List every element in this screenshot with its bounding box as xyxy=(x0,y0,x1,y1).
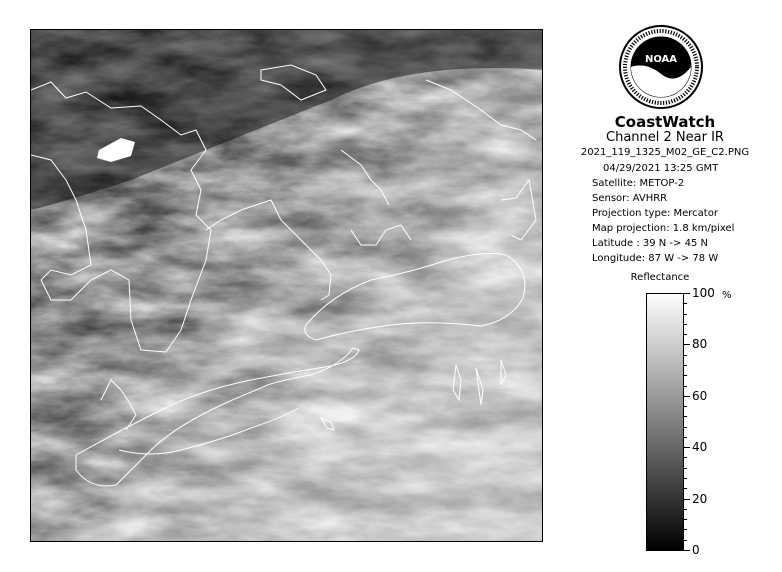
colorbar-ticks xyxy=(684,286,744,557)
colorbar-minor-tick xyxy=(684,324,687,325)
colorbar-tick-label: 60 xyxy=(692,389,708,403)
colorbar-major-tick xyxy=(684,550,690,551)
noaa-logo xyxy=(618,24,704,110)
channel-subtitle: Channel 2 Near IR xyxy=(606,130,724,145)
satellite-image xyxy=(31,30,543,542)
colorbar-title: Reflectance xyxy=(630,272,690,283)
colorbar-tick-label: 20 xyxy=(692,492,708,506)
colorbar-minor-tick xyxy=(684,375,687,376)
colorbar-minor-tick xyxy=(684,416,687,417)
colorbar-minor-tick xyxy=(684,314,687,315)
colorbar-minor-tick xyxy=(684,529,687,530)
colorbar-tick-label: 80 xyxy=(692,337,708,351)
colorbar-minor-tick xyxy=(684,509,687,510)
colorbar-minor-tick xyxy=(684,427,687,428)
colorbar-minor-tick xyxy=(684,519,687,520)
latitude-range-label: Latitude : 39 N -> 45 N xyxy=(592,238,708,249)
colorbar-unit: % xyxy=(722,290,732,301)
reflectance-colorbar xyxy=(646,293,684,551)
colorbar-minor-tick xyxy=(684,386,687,387)
projection-type-label: Projection type: Mercator xyxy=(592,208,718,219)
satellite-map[interactable] xyxy=(30,29,543,542)
colorbar-minor-tick xyxy=(684,457,687,458)
map-projection-label: Map projection: 1.8 km/pixel xyxy=(592,223,735,234)
colorbar-minor-tick xyxy=(684,355,687,356)
product-title: CoastWatch xyxy=(614,113,716,131)
colorbar-minor-tick xyxy=(684,437,687,438)
svg-text:NOAA: NOAA xyxy=(644,54,678,65)
image-filename: 2021_119_1325_M02_GE_C2.PNG xyxy=(580,147,750,158)
colorbar-major-tick xyxy=(684,499,690,500)
colorbar-minor-tick xyxy=(684,468,687,469)
colorbar-major-tick xyxy=(684,447,690,448)
colorbar-minor-tick xyxy=(684,406,687,407)
colorbar-minor-tick xyxy=(684,334,687,335)
colorbar-minor-tick xyxy=(684,365,687,366)
colorbar-minor-tick xyxy=(684,478,687,479)
colorbar-major-tick xyxy=(684,396,690,397)
colorbar-tick-label: 40 xyxy=(692,440,708,454)
colorbar-minor-tick xyxy=(684,540,687,541)
colorbar-major-tick xyxy=(684,293,690,294)
colorbar-major-tick xyxy=(684,344,690,345)
colorbar-minor-tick xyxy=(684,303,687,304)
colorbar-tick-label: 0 xyxy=(692,543,700,557)
datetime-label: 04/29/2021 13:25 GMT xyxy=(603,163,719,174)
colorbar-minor-tick xyxy=(684,488,687,489)
colorbar-tick-label: 100 xyxy=(692,286,715,300)
noaa-seal-icon xyxy=(618,24,704,110)
satellite-label: Satellite: METOP-2 xyxy=(592,178,685,189)
sensor-label: Sensor: AVHRR xyxy=(592,193,668,204)
longitude-range-label: Longitude: 87 W -> 78 W xyxy=(592,253,719,264)
